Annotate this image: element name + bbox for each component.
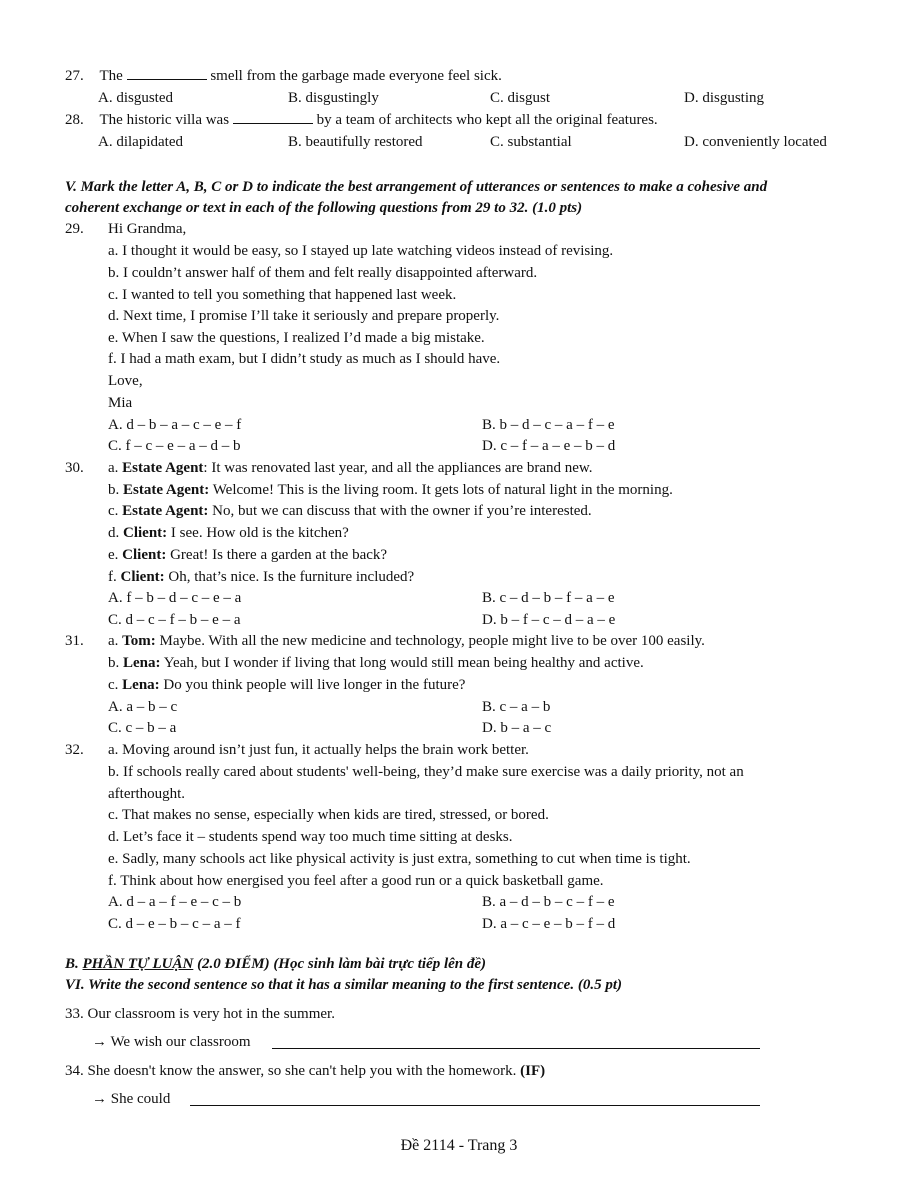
question-number: 28. xyxy=(65,112,84,128)
speaker: Lena: xyxy=(123,655,161,671)
question-number: 27. xyxy=(65,68,84,84)
option-28-b[interactable]: B. beautifully restored xyxy=(288,134,423,150)
letter-greeting: Hi Grandma, xyxy=(108,221,187,237)
question-33-answer-start: → We wish our classroom xyxy=(92,1034,251,1050)
option-29-a[interactable]: A. d – b – a – c – e – f xyxy=(108,417,242,433)
sentence-f: f. I had a math exam, but I didn’t study as much as I should have. xyxy=(108,351,501,367)
sentence-d: d. Next time, I promise I’ll take it seriously and prepare properly. xyxy=(108,308,500,324)
dialogue-line-e: e. Client: Great! Is there a garden at the back? xyxy=(108,547,388,563)
sentence-e: e. Sadly, many schools act like physical activity is just extra, something to cut when time is tight. xyxy=(108,851,691,867)
option-31-b[interactable]: B. c – a – b xyxy=(482,699,551,715)
question-27: 27. The smell from the garbage made everyone feel sick. xyxy=(65,68,502,84)
option-27-d[interactable]: D. disgusting xyxy=(684,90,765,106)
speaker: Estate Agent: xyxy=(123,482,210,498)
option-31-d[interactable]: D. b – a – c xyxy=(482,720,552,736)
option-32-b[interactable]: B. a – d – b – c – f – e xyxy=(482,894,615,910)
question-number: 31. xyxy=(65,633,84,649)
sentence-b: b. If schools really cared about students' well-being, they’d make sure exercise was a daily priority, not an xyxy=(108,764,744,780)
dialogue-line-c: c. Estate Agent: No, but we can discuss that with the owner if you’re interested. xyxy=(108,503,592,519)
question-33-prompt: 33. Our classroom is very hot in the summer. xyxy=(65,1006,335,1022)
section-6-heading: VI. Write the second sentence so that it has a similar meaning to the first sentence. (0.5 pt) xyxy=(65,977,622,993)
option-27-a[interactable]: A. disgusted xyxy=(98,90,173,106)
answer-line-33[interactable] xyxy=(272,1048,760,1049)
sentence-a: a. Moving around isn’t just fun, it actually helps the brain work better. xyxy=(108,742,529,758)
section-5-heading: V. Mark the letter A, B, C or D to indicate the best arrangement of utterances or sentences to make a cohesive and xyxy=(65,179,768,195)
option-28-a[interactable]: A. dilapidated xyxy=(98,134,183,150)
dialogue-line-d: d. Client: I see. How old is the kitchen? xyxy=(108,525,349,541)
option-29-b[interactable]: B. b – d – c – a – f – e xyxy=(482,417,615,433)
sentence-b: b. I couldn’t answer half of them and felt really disappointed afterward. xyxy=(108,265,538,281)
sentence-c: c. I wanted to tell you something that happened last week. xyxy=(108,287,457,303)
sentence-f: f. Think about how energised you feel after a good run or a quick basketball game. xyxy=(108,873,604,889)
question-28: 28. The historic villa was by a team of architects who kept all the original features. xyxy=(65,112,658,128)
option-30-a[interactable]: A. f – b – d – c – e – a xyxy=(108,590,242,606)
question-number: 30. xyxy=(65,460,84,476)
answer-blank[interactable] xyxy=(127,67,207,80)
speaker: Estate Agent xyxy=(122,460,204,476)
option-28-d[interactable]: D. conveniently located xyxy=(684,134,827,150)
dialogue-line-a: a. Tom: Maybe. With all the new medicine and technology, people might live to be over 100 easily. xyxy=(108,633,705,649)
question-34-answer-start: → She could xyxy=(92,1091,171,1107)
option-27-b[interactable]: B. disgustingly xyxy=(288,90,379,106)
option-32-c[interactable]: C. d – e – b – c – a – f xyxy=(108,916,241,932)
option-30-c[interactable]: C. d – c – f – b – e – a xyxy=(108,612,241,628)
sentence-c: c. That makes no sense, especially when kids are tired, stressed, or bored. xyxy=(108,807,549,823)
sentence-e: e. When I saw the questions, I realized I’d made a big mistake. xyxy=(108,330,485,346)
option-30-d[interactable]: D. b – f – c – d – a – e xyxy=(482,612,616,628)
option-30-b[interactable]: B. c – d – b – f – a – e xyxy=(482,590,615,606)
part-b-heading: B. PHẦN TỰ LUẬN (2.0 ĐIỂM) (Học sinh làm bài trực tiếp lên đề) xyxy=(65,956,487,972)
sentence-a: a. I thought it would be easy, so I stayed up late watching videos instead of revising. xyxy=(108,243,614,259)
speaker: Client: xyxy=(123,525,168,541)
letter-closing: Love, xyxy=(108,373,143,389)
sentence-d: d. Let’s face it – students spend way too much time sitting at desks. xyxy=(108,829,513,845)
option-29-c[interactable]: C. f – c – e – a – d – b xyxy=(108,438,241,454)
dialogue-line-c: c. Lena: Do you think people will live longer in the future? xyxy=(108,677,466,693)
speaker: Client: xyxy=(120,569,165,585)
section-5-heading-cont: coherent exchange or text in each of the following questions from 29 to 32. (1.0 pts) xyxy=(65,200,583,216)
option-32-a[interactable]: A. d – a – f – e – c – b xyxy=(108,894,242,910)
answer-line-34[interactable] xyxy=(190,1105,760,1106)
option-31-a[interactable]: A. a – b – c xyxy=(108,699,178,715)
option-28-c[interactable]: C. substantial xyxy=(490,134,572,150)
dialogue-line-a: a. Estate Agent: It was renovated last year, and all the appliances are brand new. xyxy=(108,460,593,476)
speaker: Lena: xyxy=(122,677,160,693)
option-29-d[interactable]: D. c – f – a – e – b – d xyxy=(482,438,616,454)
question-number: 29. xyxy=(65,221,84,237)
speaker: Estate Agent: xyxy=(122,503,209,519)
option-32-d[interactable]: D. a – c – e – b – f – d xyxy=(482,916,616,932)
option-31-c[interactable]: C. c – b – a xyxy=(108,720,177,736)
sentence-b-cont: afterthought. xyxy=(108,786,186,802)
dialogue-line-b: b. Estate Agent: Welcome! This is the living room. It gets lots of natural light in the morning. xyxy=(108,482,673,498)
hint: (IF) xyxy=(520,1063,546,1079)
speaker: Tom: xyxy=(122,633,156,649)
letter-signature: Mia xyxy=(108,395,133,411)
speaker: Client: xyxy=(122,547,167,563)
question-number: 32. xyxy=(65,742,84,758)
dialogue-line-b: b. Lena: Yeah, but I wonder if living that long would still mean being healthy and active. xyxy=(108,655,644,671)
question-34-prompt: 34. She doesn't know the answer, so she can't help you with the homework. (IF) xyxy=(65,1063,546,1079)
page-footer: Đề 2114 - Trang 3 xyxy=(400,1137,518,1154)
option-27-c[interactable]: C. disgust xyxy=(490,90,551,106)
dialogue-line-f: f. Client: Oh, that’s nice. Is the furniture included? xyxy=(108,569,415,585)
answer-blank[interactable] xyxy=(233,111,313,124)
